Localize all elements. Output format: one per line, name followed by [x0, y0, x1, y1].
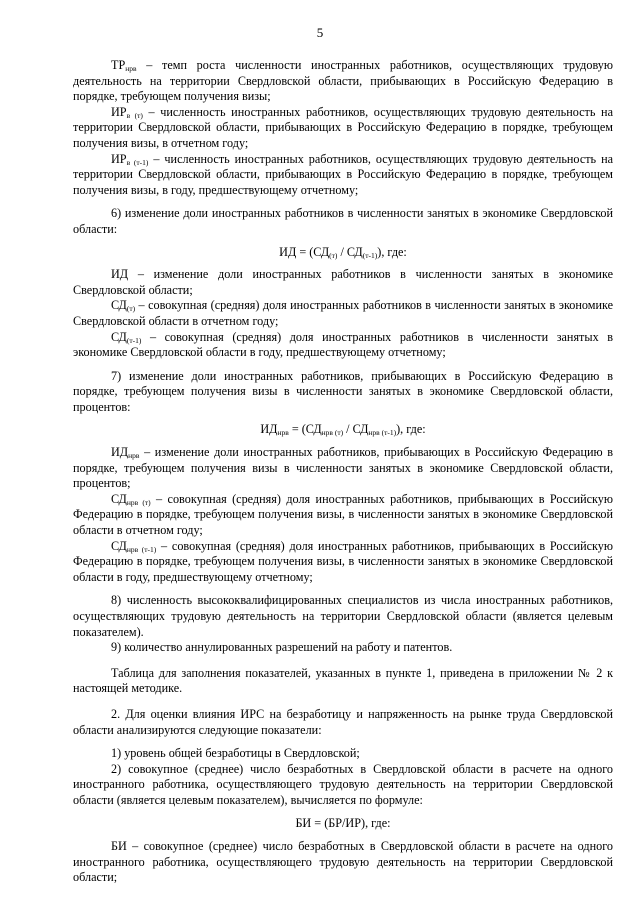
paragraph-p18 — [73, 839, 613, 886]
text-run: – изменение доли иностранных работников, прибывающих в Российскую Федерацию в порядке, требующем получения визы в численности занятых в экономике Свердловской области, процентов; — [73, 445, 613, 491]
text-run: – совокупная (средняя) доля иностранных работников в численности занятых в экономике Свердловской области в году, предшествующему отчетному; — [73, 329, 613, 360]
paragraph-p5 — [73, 267, 613, 298]
subscript: (т) — [329, 250, 338, 260]
text-run: Таблица для заполнения показателей, указанных в пункте 1, приведена в приложении № 2 к настоящей методике. — [73, 665, 613, 696]
text-run: – темп роста численности иностранных работников, осуществляющих трудовую деятельность на территории Свердловской области, прибывающих в Российскую Федерацию в порядке, требующем получения визы; — [73, 58, 613, 104]
paragraph-p17 — [73, 762, 613, 809]
paragraph-p12 — [73, 593, 613, 640]
text-run: 2. Для оценки влияния ИРС на безработицу и напряженность на рынке труда Свердловской области анализируются следующие показатели: — [73, 706, 613, 737]
text-run: БИ – совокупное (среднее) число безработных в Свердловской области в расчете на одного иностранного работника, осуществляющего трудовую деятельность на территории Свердловской области; — [73, 839, 613, 885]
paragraph-p14 — [73, 666, 613, 697]
subscript: (т) — [126, 304, 136, 314]
subscript: нрв — [128, 451, 140, 461]
paragraph-p1 — [73, 58, 613, 105]
paragraph-p2 — [73, 105, 613, 152]
text-run: ИД = (СД — [279, 244, 330, 259]
subscript: (т-1) — [362, 250, 378, 260]
subscript: в (т) — [126, 110, 143, 120]
text-run: = (СД — [288, 422, 322, 437]
text-run: ИД — [111, 445, 129, 460]
text-run: ), где: — [396, 422, 426, 437]
paragraph-p9 — [73, 445, 613, 492]
text-run: ТР — [111, 58, 126, 72]
paragraph-p10 — [73, 492, 613, 539]
text-run: – совокупная (средняя) доля иностранных работников, прибывающих в Российскую Федерацию в порядке, требующем получения визы, в численности занятых в экономике Свердловской области в отчетном году; — [73, 491, 614, 538]
paragraph-p7 — [73, 330, 613, 361]
text-run: ИД – изменение доли иностранных работников в численности занятых в экономике Свердловской области; — [73, 267, 613, 297]
paragraph-p6 — [73, 298, 613, 329]
text-run: СД — [111, 298, 127, 313]
paragraph-p8 — [73, 369, 613, 416]
text-run: – совокупная (средняя) доля иностранных работников в численности занятых в экономике Свердловской области в отчетном году; — [73, 298, 613, 328]
text-run: 7) изменение доли иностранных работников, прибывающих в Российскую Федерацию в порядке, требующем получения визы в численности занятых в экономике Свердловской области, процентов: — [73, 368, 613, 414]
text-run: СД — [111, 538, 127, 553]
text-run: БИ = (БР/ИР), где: — [295, 815, 391, 830]
text-run: ИР — [111, 104, 127, 119]
subscript: нрв (т) — [126, 497, 151, 507]
subscript: нрв (т) — [321, 428, 344, 438]
text-run: СД — [111, 491, 127, 506]
paragraph-p11 — [73, 539, 613, 586]
subscript: в (т-1) — [126, 157, 149, 167]
subscript: нрв — [125, 64, 137, 73]
text-run: ИД — [260, 422, 278, 437]
text-run: / СД — [343, 422, 369, 437]
subscript: нрв — [277, 428, 289, 438]
text-run: 8) численность высококвалифицированных специалистов из числа иностранных работников, осуществляющих трудовую деятельность на территории Свердловской области (является целевым показателем). — [73, 593, 613, 639]
text-run: 1) уровень общей безработицы в Свердловской; — [111, 746, 360, 761]
text-run: ), где: — [377, 244, 407, 259]
text-run: / СД — [337, 244, 363, 259]
subscript: нрв (т-1) — [368, 428, 397, 438]
paragraph-p4 — [73, 206, 613, 237]
formula-f3 — [73, 816, 613, 832]
formula-f1 — [73, 245, 613, 261]
text-run: СД — [111, 329, 127, 344]
text-run: ИР — [111, 151, 127, 166]
text-run: 9) количество аннулированных разрешений на работу и патентов. — [111, 640, 453, 655]
document-body — [73, 58, 613, 886]
paragraph-p16 — [73, 746, 613, 762]
subscript: (т-1) — [126, 335, 142, 345]
text-run: 2) совокупное (среднее) число безработных в Свердловской области в расчете на одного иностранного работника, осуществляющего трудовую деятельность на территории Свердловской области (является целевым показателем), вычисляется по формуле: — [73, 761, 613, 807]
text-run: – численность иностранных работников, осуществляющих трудовую деятельность на территории Свердловской области, прибывающих в Российскую Федерацию в порядке, требующем получения визы, в году, предшествующему отчетному; — [73, 151, 613, 197]
paragraph-p13 — [73, 640, 613, 656]
paragraph-p3 — [73, 152, 613, 199]
paragraph-p15 — [73, 707, 613, 738]
page-number: 5 — [316, 25, 324, 40]
subscript: нрв (т-1) — [126, 544, 157, 554]
formula-f2 — [73, 422, 613, 438]
text-run: – совокупная (средняя) доля иностранных работников, прибывающих в Российскую Федерацию в порядке, требующем получения визы, в численности занятых в экономике Свердловской области в году, предшествующему отчетному; — [73, 538, 614, 584]
text-run: 6) изменение доли иностранных работников в численности занятых в экономике Свердловской области: — [73, 206, 613, 236]
text-run: – численность иностранных работников, осуществляющих трудовую деятельность на территории Свердловской области, прибывающих в Российскую Федерацию в порядке, требующем получения визы, в отчетном году; — [73, 104, 613, 150]
